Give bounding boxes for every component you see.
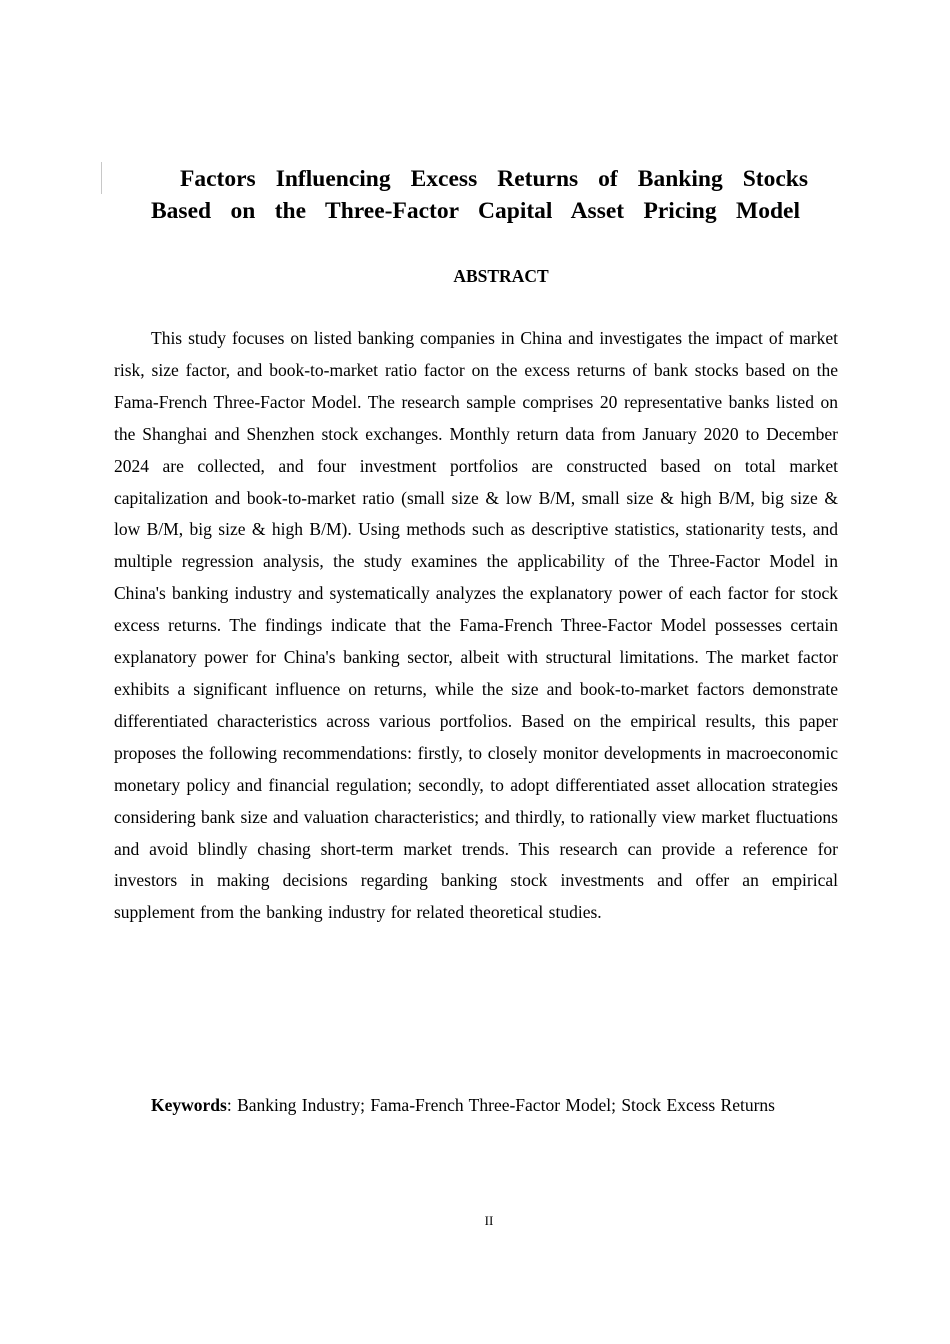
paper-title bbox=[114, 163, 838, 227]
title-line-1: Factors Influencing Excess Returns of Banking Stocks bbox=[180, 166, 808, 192]
margin-marker-line bbox=[101, 162, 102, 194]
abstract-heading: ABSTRACT bbox=[453, 266, 549, 286]
keywords-paragraph bbox=[114, 1089, 804, 1121]
page-number: II bbox=[484, 1213, 494, 1228]
keywords-text: Banking Industry; Fama-French Three-Factor Model; Stock Excess Returns bbox=[237, 1095, 775, 1115]
keywords-separator: : bbox=[226, 1095, 238, 1115]
keywords-label: Keywords bbox=[151, 1095, 227, 1115]
title-line-2: Based on the Three-Factor Capital Asset Pricing Model bbox=[151, 198, 800, 224]
abstract-paragraph: This study focuses on listed banking companies in China and investigates the impact of market risk, size factor, and book-to-market ratio factor on the excess returns of bank stocks based on the Fama-French Three-Factor Model. The research sample comprises 20 representative banks listed on the Shanghai and Shenzhen stock exchanges. Monthly return data from January 2020 to December 2024 are collected, and four investment portfolios are constructed based on total market capitalization and book-to-market ratio (small size & low B/M, small size & high B/M, big size & low B/M, big size & high B/M). Using methods such as descriptive statistics, stationarity tests, and multiple regression analysis, the study examines the applicability of the Three-Factor Model in China's banking industry and systematically analyzes the explanatory power of each factor for stock excess returns. The findings indicate that the Fama-French Three-Factor Model possesses certain explanatory power for China's banking sector, albeit with structural limitations. The market factor exhibits a significant influence on returns, while the size and book-to-market factors demonstrate differentiated characteristics across various portfolios. Based on the empirical results, this paper proposes the following recommendations: firstly, to closely monitor developments in macroeconomic monetary policy and financial regulation; secondly, to adopt differentiated asset allocation strategies considering bank size and valuation characteristics; and thirdly, to rationally view market fluctuations and avoid blindly chasing short-term market trends. This research can provide a reference for investors in making decisions regarding banking stock investments and offer an empirical supplement from the banking industry for related theoretical studies. bbox=[114, 328, 838, 923]
